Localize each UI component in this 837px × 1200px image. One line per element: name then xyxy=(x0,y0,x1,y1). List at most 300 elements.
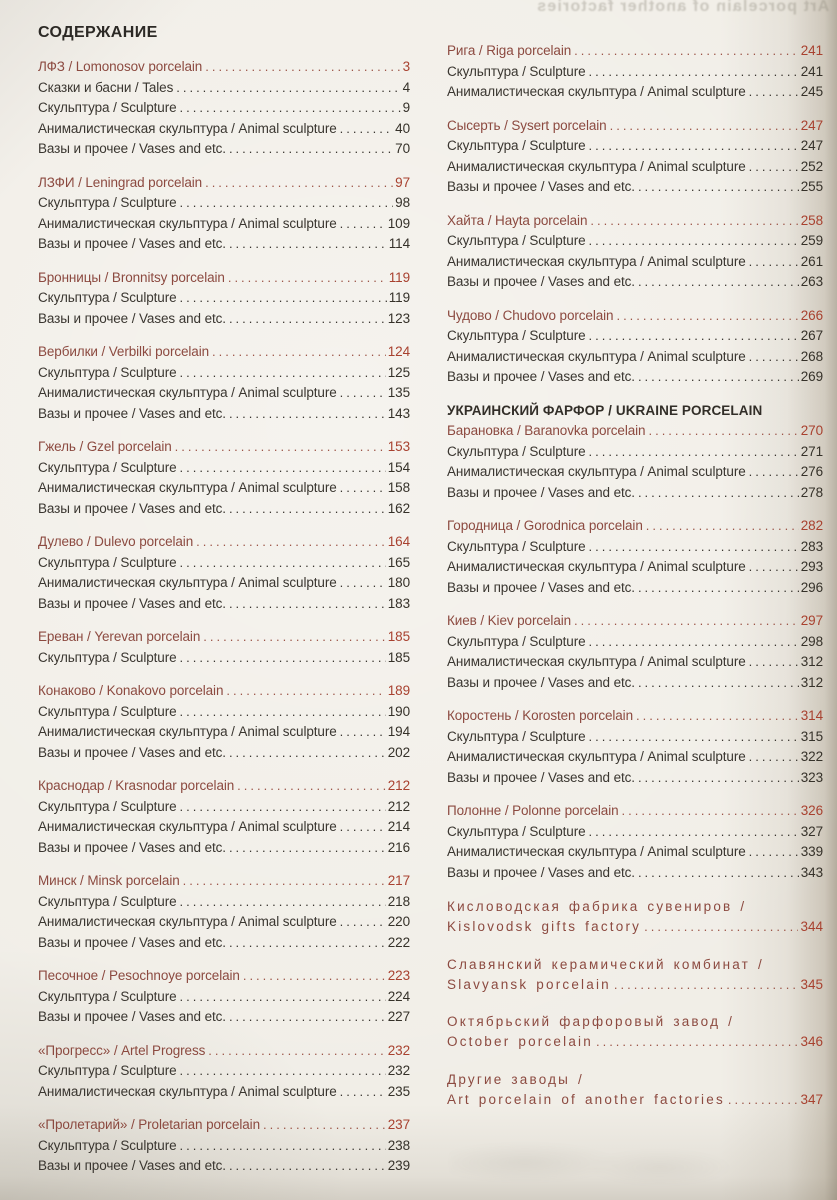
entry-page-number: 124 xyxy=(387,344,410,359)
entry-page-number: 227 xyxy=(387,1009,410,1024)
entry-page-number: 212 xyxy=(387,778,410,793)
dot-leader xyxy=(340,1082,386,1103)
dot-leader xyxy=(590,211,798,232)
toc-factory-entry xyxy=(38,437,410,458)
entry-label: Вазы и прочее / Vases and etc. xyxy=(447,274,635,289)
dot-leader xyxy=(749,557,799,578)
entry-page-number: 278 xyxy=(800,484,823,500)
toc-sub-entry xyxy=(447,177,823,198)
entry-label: Скульптура / Sculpture xyxy=(447,823,586,839)
entry-page-number: 245 xyxy=(800,84,823,99)
entry-page-number: 165 xyxy=(387,554,410,570)
toc-sub-entry xyxy=(447,673,823,694)
dot-leader xyxy=(749,462,799,483)
entry-page-number: 4 xyxy=(402,79,410,95)
toc-factory-entry xyxy=(38,1115,410,1136)
entry-page-number: 269 xyxy=(800,369,823,384)
dot-leader xyxy=(589,136,799,157)
entry-page-number: 282 xyxy=(800,518,823,533)
entry-label: Анималистическая скульптура / Animal sculpture xyxy=(38,215,337,231)
toc-sub-entry xyxy=(38,838,410,859)
entry-page-number: 216 xyxy=(387,839,410,855)
entry-label: Сказки и басни / Tales xyxy=(38,79,174,95)
entry-label: Анималистическая скульптура / Animal sculpture xyxy=(447,654,746,669)
dot-leader xyxy=(638,768,799,789)
toc-group xyxy=(447,896,823,938)
entry-page-number: 283 xyxy=(800,538,823,554)
entry-page-number: 220 xyxy=(387,914,410,929)
entry-label: Чудово / Chudovo porcelain xyxy=(447,307,614,323)
entry-page-number: 293 xyxy=(800,559,823,574)
entry-page-number: 312 xyxy=(800,674,823,690)
dot-leader xyxy=(175,437,386,458)
entry-label: Скульптура / Sculpture xyxy=(447,538,586,554)
toc-group xyxy=(447,516,823,598)
entry-page-number: 214 xyxy=(387,819,410,834)
entry-page-number: 217 xyxy=(387,873,410,888)
toc-sub-entry xyxy=(38,743,410,764)
toc-sub-entry xyxy=(447,252,823,273)
toc-sub-entry xyxy=(447,842,823,863)
dot-leader xyxy=(340,119,394,140)
toc-sub-entry xyxy=(447,632,823,653)
entry-page-number: 125 xyxy=(387,364,410,380)
entry-page-number: 314 xyxy=(800,708,823,723)
toc-sub-entry xyxy=(38,797,410,818)
dot-leader xyxy=(589,442,799,463)
toc-sub-entry xyxy=(38,383,410,404)
entry-label: Анималистическая скульптура / Animal sculpture xyxy=(447,253,746,269)
bleed-through-text: Art porcelain of another factories xyxy=(535,0,829,15)
dot-leader xyxy=(180,648,386,669)
toc-factory-entry xyxy=(38,1041,410,1062)
entry-page-number: 232 xyxy=(387,1063,410,1078)
toc-sub-entry xyxy=(447,863,823,884)
entry-page-number: 238 xyxy=(387,1137,410,1153)
entry-page-number: 194 xyxy=(387,724,410,739)
dot-leader xyxy=(340,573,386,594)
toc-sub-entry xyxy=(447,768,823,789)
toc-group xyxy=(38,627,410,668)
entry-page-number: 109 xyxy=(387,215,410,231)
entry-page-number: 239 xyxy=(387,1158,410,1173)
entry-label: Скульптура / Sculpture xyxy=(38,1063,177,1078)
entry-page-number: 312 xyxy=(800,654,823,669)
dot-leader xyxy=(638,272,799,293)
entry-page-number: 164 xyxy=(387,534,410,549)
entry-page-number: 297 xyxy=(800,613,823,628)
entry-page-number: 143 xyxy=(387,405,410,421)
toc-sub-entry xyxy=(38,1061,410,1082)
section-heading-label: УКРАИНСКИЙ ФАРФОР / UKRAINE PORCELAIN xyxy=(447,402,763,418)
entry-label: Скульптура / Sculpture xyxy=(38,290,177,305)
toc-factory-entry xyxy=(447,801,823,822)
toc-group xyxy=(447,211,823,293)
entry-label: Скульптура / Sculpture xyxy=(38,649,177,665)
toc-column-left xyxy=(38,57,410,1190)
entry-page-number: 154 xyxy=(387,459,410,475)
entry-page-number: 315 xyxy=(800,728,823,744)
toc-sub-entry xyxy=(38,193,410,214)
entry-label: Барановка / Baranovka porcelain xyxy=(447,423,646,438)
entry-label: Вазы и прочее / Vases and etc. xyxy=(38,310,226,326)
dot-leader xyxy=(229,838,386,859)
dot-leader xyxy=(589,727,799,748)
dot-leader xyxy=(638,483,799,504)
dot-leader xyxy=(648,421,798,442)
toc-group xyxy=(38,776,410,858)
entry-label: Коростень / Korosten porcelain xyxy=(447,708,633,723)
entry-page-number: 114 xyxy=(388,236,410,251)
entry-page-number: 98 xyxy=(395,195,410,210)
entry-label: Дулево / Dulevo porcelain xyxy=(38,534,194,549)
toc-two-line-entry xyxy=(447,954,823,996)
toc-group xyxy=(447,954,823,996)
toc-sub-entry xyxy=(38,478,410,499)
toc-sub-entry xyxy=(447,82,823,103)
dot-leader xyxy=(644,917,798,938)
dot-leader xyxy=(749,347,799,368)
toc-factory-entry xyxy=(38,342,410,363)
entry-label: Анималистическая скульптура / Animal sculpture xyxy=(38,914,337,929)
entry-label-line2: October porcelain xyxy=(447,1034,593,1049)
dot-leader xyxy=(180,458,386,479)
entry-label: Вазы и прочее / Vases and etc. xyxy=(38,236,226,251)
toc-sub-entry xyxy=(447,367,823,388)
entry-label: Краснодар / Krasnodar porcelain xyxy=(38,778,235,793)
dot-leader xyxy=(243,966,386,987)
entry-page-number: 298 xyxy=(800,633,823,649)
entry-label: Анималистическая скульптура / Animal sculpture xyxy=(38,575,337,590)
entry-label: Сысерть / Sysert porcelain xyxy=(447,117,607,133)
entry-label: Вазы и прочее / Vases and etc. xyxy=(447,579,635,595)
toc-sub-entry xyxy=(38,817,410,838)
entry-page-number: 271 xyxy=(800,443,823,459)
toc-sub-entry xyxy=(38,139,410,160)
dot-leader xyxy=(229,309,386,330)
entry-label: Скульптура / Sculpture xyxy=(38,459,177,475)
entry-page-number: 202 xyxy=(387,744,410,760)
dot-leader xyxy=(340,383,386,404)
dot-leader xyxy=(340,722,386,743)
dot-leader xyxy=(638,863,799,884)
entry-label: Анималистическая скульптура / Animal sculpture xyxy=(447,348,746,364)
entry-label: Анималистическая скульптура / Animal sculpture xyxy=(38,1083,337,1099)
entry-page-number: 135 xyxy=(387,385,410,400)
toc-sub-entry xyxy=(447,747,823,768)
entry-label: Бронницы / Bronnitsy porcelain xyxy=(38,269,225,285)
toc-group xyxy=(447,1069,823,1111)
dot-leader xyxy=(622,801,799,822)
toc-entry-line xyxy=(447,1090,823,1111)
toc-sub-entry xyxy=(38,1156,410,1177)
dot-leader xyxy=(176,78,400,99)
entry-page-number: 266 xyxy=(800,307,823,323)
toc-sub-entry xyxy=(447,483,823,504)
entry-label: Вазы и прочее / Vases and etc. xyxy=(38,1009,226,1024)
dot-leader xyxy=(636,706,799,727)
toc-sub-entry xyxy=(38,98,410,119)
dot-leader xyxy=(229,1007,386,1028)
entry-label: Вазы и прочее / Vases and etc. xyxy=(38,500,226,516)
dot-leader xyxy=(208,1041,386,1062)
entry-label: Скульптура / Sculpture xyxy=(38,988,177,1004)
toc-sub-entry xyxy=(38,912,410,933)
toc-sub-entry xyxy=(38,458,410,479)
dot-leader xyxy=(229,404,386,425)
toc-group xyxy=(447,41,823,103)
entry-label: ЛЗФИ / Leningrad porcelain xyxy=(38,174,203,190)
toc-factory-entry xyxy=(38,57,410,78)
entry-label: Анималистическая скульптура / Animal sculpture xyxy=(447,84,746,99)
entry-page-number: 212 xyxy=(387,798,410,814)
entry-page-number: 322 xyxy=(800,749,823,764)
entry-page-number: 237 xyxy=(387,1117,410,1132)
entry-page-number: 180 xyxy=(387,575,410,590)
dot-leader xyxy=(589,62,799,83)
toc-group xyxy=(447,611,823,693)
dot-leader xyxy=(196,532,386,553)
dot-leader xyxy=(749,82,799,103)
entry-label: Анималистическая скульптура / Animal sculpture xyxy=(38,120,337,136)
entry-label: Анималистическая скульптура / Animal sculpture xyxy=(447,749,746,764)
entry-label: Анималистическая скульптура / Animal sculpture xyxy=(38,819,337,834)
entry-label: Скульптура / Sculpture xyxy=(38,195,177,210)
entry-page-number: 3 xyxy=(402,59,410,74)
entry-page-number: 235 xyxy=(387,1083,410,1099)
entry-page-number: 153 xyxy=(387,439,410,454)
toc-two-line-entry xyxy=(447,1069,823,1111)
toc-factory-entry xyxy=(38,681,410,702)
toc-sub-entry xyxy=(38,987,410,1008)
toc-group xyxy=(38,268,410,330)
entry-label: Гжель / Gzel porcelain xyxy=(38,439,172,454)
entry-label: Анималистическая скульптура / Animal sculpture xyxy=(447,158,746,174)
entry-page-number: 259 xyxy=(800,233,823,248)
dot-leader xyxy=(340,478,386,499)
toc-factory-entry xyxy=(38,776,410,797)
entry-label: Анималистическая скульптура / Animal sculpture xyxy=(447,844,746,859)
toc-factory-entry xyxy=(38,966,410,987)
dot-leader xyxy=(180,702,386,723)
entry-page-number: 276 xyxy=(800,464,823,479)
entry-page-number: 97 xyxy=(395,174,410,190)
toc-sub-entry xyxy=(447,347,823,368)
dot-leader xyxy=(229,594,386,615)
dot-leader xyxy=(589,537,799,558)
entry-label: Скульптура / Sculpture xyxy=(447,633,586,649)
dot-leader xyxy=(180,797,386,818)
entry-label: Вазы и прочее / Vases and etc. xyxy=(38,934,226,950)
toc-group xyxy=(38,57,410,160)
dot-leader xyxy=(638,177,799,198)
entry-page-number: 270 xyxy=(800,423,823,438)
entry-page-number: 327 xyxy=(800,823,823,839)
entry-label: Скульптура / Sculpture xyxy=(38,100,177,115)
entry-label: Анималистическая скульптура / Animal sculpture xyxy=(38,385,337,400)
entry-page-number: 224 xyxy=(387,988,410,1004)
entry-label: Анималистическая скульптура / Animal sculpture xyxy=(447,559,746,574)
toc-group xyxy=(38,173,410,255)
toc-sub-entry xyxy=(38,119,410,140)
entry-page-number: 241 xyxy=(800,43,823,58)
entry-page-number: 247 xyxy=(800,138,823,153)
toc-sub-entry xyxy=(447,822,823,843)
entry-page-number: 345 xyxy=(800,976,823,992)
toc-group xyxy=(447,116,823,198)
dot-leader xyxy=(226,681,385,702)
toc-sub-entry xyxy=(38,933,410,954)
toc-factory-entry xyxy=(447,116,823,137)
entry-page-number: 119 xyxy=(388,290,410,305)
dot-leader xyxy=(749,252,799,273)
entry-label: Скульптура / Sculpture xyxy=(38,554,177,570)
toc-sub-entry xyxy=(447,62,823,83)
section-heading xyxy=(447,401,823,422)
dot-leader xyxy=(212,342,386,363)
toc-sub-entry xyxy=(38,573,410,594)
entry-page-number: 268 xyxy=(800,348,823,364)
toc-sub-entry xyxy=(447,578,823,599)
dot-leader xyxy=(180,98,401,119)
dot-leader xyxy=(205,173,393,194)
entry-label: Скульптура / Sculpture xyxy=(38,1137,177,1153)
dot-leader xyxy=(180,553,386,574)
dot-leader xyxy=(616,306,798,327)
toc-sub-entry xyxy=(447,231,823,252)
toc-sub-entry xyxy=(38,702,410,723)
entry-label-line2: Art porcelain of another factories xyxy=(447,1091,725,1107)
toc-sub-entry xyxy=(447,462,823,483)
dot-leader xyxy=(749,157,799,178)
entry-page-number: 183 xyxy=(387,595,410,611)
entry-label-line1: Другие заводы / xyxy=(447,1071,584,1087)
dot-leader xyxy=(340,912,386,933)
toc-column-right xyxy=(447,41,823,1126)
dot-leader xyxy=(237,776,386,797)
entry-label-line1: Октябрьский фарфоровый завод / xyxy=(447,1014,735,1029)
entry-page-number: 296 xyxy=(800,579,823,595)
toc-group xyxy=(38,532,410,614)
dot-leader xyxy=(610,116,799,137)
entry-label: Песочное / Pesochnoye porcelain xyxy=(38,968,240,983)
dot-leader xyxy=(205,57,400,78)
dot-leader xyxy=(340,817,386,838)
entry-label: Конаково / Konakovo porcelain xyxy=(38,683,224,698)
toc-entry-line xyxy=(447,917,823,938)
toc-sub-entry xyxy=(447,272,823,293)
dot-leader xyxy=(229,1156,386,1177)
dot-leader xyxy=(228,268,387,289)
entry-label: Анималистическая скульптура / Animal sculpture xyxy=(38,480,337,495)
entry-page-number: 223 xyxy=(387,968,410,983)
toc-sub-entry xyxy=(38,1136,410,1157)
entry-label-line1: Славянский керамический комбинат / xyxy=(447,956,764,972)
toc-sub-entry xyxy=(447,442,823,463)
dot-leader xyxy=(728,1090,799,1111)
dot-leader xyxy=(229,933,386,954)
dot-leader xyxy=(180,288,387,309)
dot-leader xyxy=(589,326,799,347)
toc-factory-entry xyxy=(38,627,410,648)
entry-page-number: 185 xyxy=(387,649,410,665)
toc-sub-entry xyxy=(38,1007,410,1028)
dot-leader xyxy=(646,516,799,537)
entry-label: Вазы и прочее / Vases and etc. xyxy=(38,839,226,855)
entry-page-number: 339 xyxy=(800,844,823,859)
toc-group xyxy=(447,401,823,504)
toc-factory-entry xyxy=(447,611,823,632)
entry-page-number: 222 xyxy=(387,934,410,950)
toc-sub-entry xyxy=(38,1082,410,1103)
entry-label: Скульптура / Sculpture xyxy=(38,798,177,814)
toc-factory-entry xyxy=(447,421,823,442)
entry-page-number: 258 xyxy=(800,212,823,228)
entry-page-number: 247 xyxy=(800,117,823,133)
entry-label-line2: Slavyansk porcelain xyxy=(447,976,611,992)
entry-page-number: 255 xyxy=(800,179,823,194)
entry-page-number: 261 xyxy=(800,253,823,269)
entry-label: Вазы и прочее / Vases and etc. xyxy=(38,141,226,156)
dot-leader xyxy=(180,892,386,913)
entry-label: Анималистическая скульптура / Animal sculpture xyxy=(38,724,337,739)
toc-group xyxy=(38,966,410,1028)
toc-factory-entry xyxy=(447,706,823,727)
entry-label: Вазы и прочее / Vases and etc. xyxy=(38,405,226,421)
toc-group xyxy=(447,706,823,788)
dot-leader xyxy=(229,743,386,764)
entry-page-number: 119 xyxy=(388,269,410,285)
bleed-through-smudge xyxy=(450,1140,750,1190)
toc-sub-entry xyxy=(447,136,823,157)
entry-label: Вазы и прочее / Vases and etc. xyxy=(447,769,635,785)
entry-label: Минск / Minsk porcelain xyxy=(38,873,180,888)
dot-leader xyxy=(180,1061,386,1082)
toc-sub-entry xyxy=(38,722,410,743)
entry-label: Вазы и прочее / Vases and etc. xyxy=(447,484,635,500)
entry-label: Скульптура / Sculpture xyxy=(38,364,177,380)
toc-group xyxy=(38,871,410,953)
toc-factory-entry xyxy=(447,41,823,62)
entry-label: Вазы и прочее / Vases and etc. xyxy=(447,674,635,690)
entry-label: Рига / Riga porcelain xyxy=(447,43,572,58)
toc-sub-entry xyxy=(38,78,410,99)
toc-group xyxy=(38,342,410,424)
toc-group xyxy=(38,681,410,763)
toc-entry-line xyxy=(447,1032,823,1053)
entry-label: «Пролетарий» / Proletarian porcelain xyxy=(38,1117,260,1132)
toc-sub-entry xyxy=(38,648,410,669)
dot-leader xyxy=(638,367,799,388)
toc-group xyxy=(38,437,410,519)
entry-label: Вербилки / Verbilki porcelain xyxy=(38,344,210,359)
dot-leader xyxy=(574,611,799,632)
entry-label: Полонне / Polonne porcelain xyxy=(447,803,619,818)
dot-leader xyxy=(180,987,386,1008)
toc-two-line-entry xyxy=(447,896,823,938)
entry-label: «Прогресс» / Artel Progress xyxy=(38,1042,206,1058)
entry-label: Скульптура / Sculpture xyxy=(38,893,177,909)
dot-leader xyxy=(180,1136,386,1157)
entry-page-number: 323 xyxy=(800,769,823,785)
entry-page-number: 158 xyxy=(387,480,410,495)
dot-leader xyxy=(749,747,799,768)
entry-label-line2: Kislovodsk gifts factory xyxy=(447,919,642,934)
entry-page-number: 267 xyxy=(800,328,823,343)
page-title: СОДЕРЖАНИЕ xyxy=(38,24,158,41)
toc-factory-entry xyxy=(447,516,823,537)
entry-label: Городница / Gorodnica porcelain xyxy=(447,518,643,533)
